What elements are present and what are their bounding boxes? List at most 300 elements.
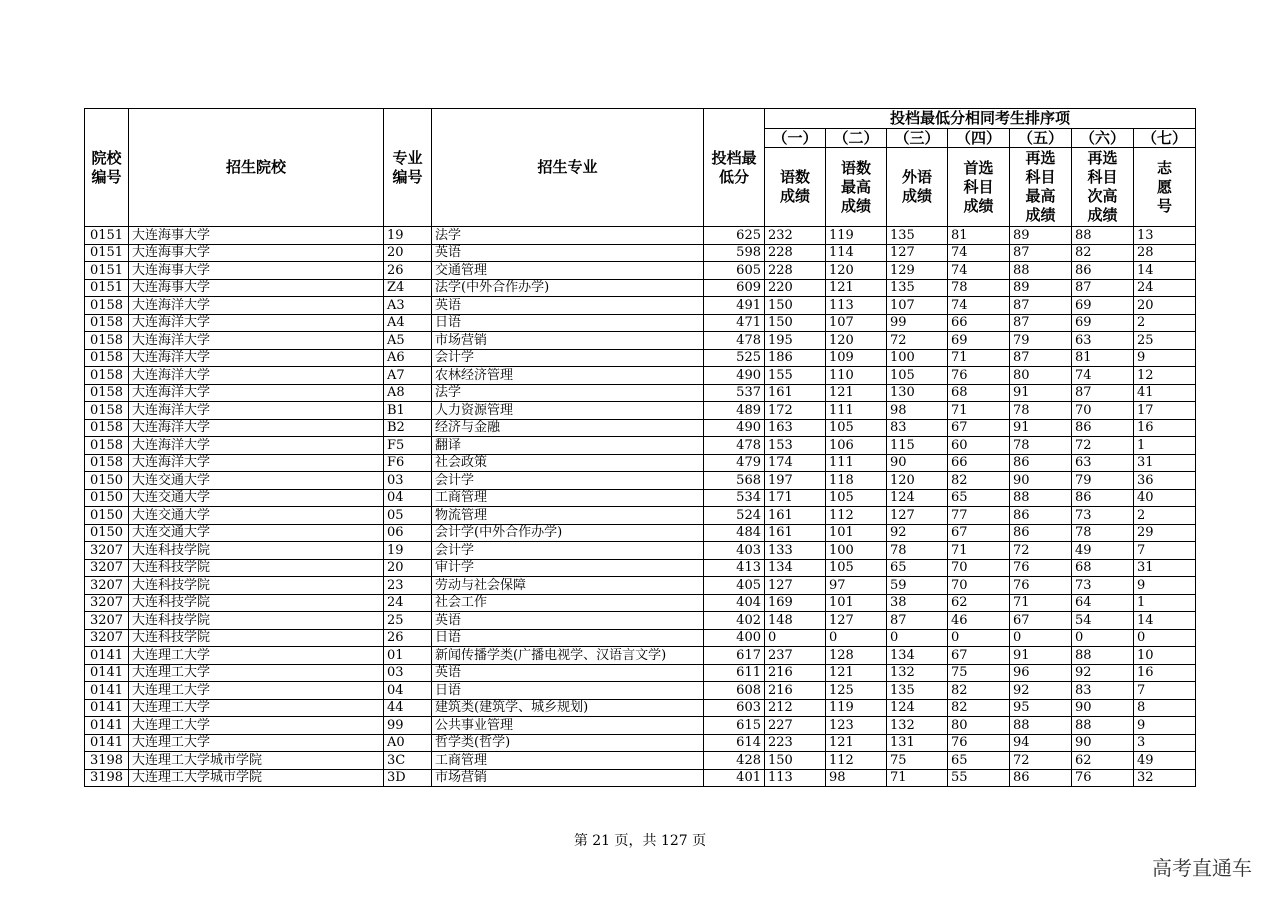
- cell-score-2: 128: [826, 647, 887, 665]
- table-row: [85, 664, 1196, 682]
- cell-major-name: 市场营销: [432, 332, 704, 350]
- cell-min-score: 568: [704, 472, 765, 490]
- cell-score-5: 72: [1010, 542, 1072, 560]
- cell-min-score: 490: [704, 419, 765, 437]
- cell-school-name: 大连理工大学城市学院: [129, 769, 384, 787]
- table-row: [85, 612, 1196, 630]
- cell-score-4: 78: [948, 279, 1010, 297]
- cell-min-score: 609: [704, 279, 765, 297]
- cell-score-4: 74: [948, 297, 1010, 315]
- cell-score-5: 78: [1010, 402, 1072, 420]
- cell-score-6: 86: [1072, 419, 1134, 437]
- header-order-item: 首选科目成绩: [948, 148, 1010, 227]
- cell-score-1: 169: [765, 594, 826, 612]
- cell-school-name: 大连理工大学: [129, 664, 384, 682]
- cell-score-7: 2: [1134, 507, 1196, 525]
- cell-score-3: 124: [887, 699, 948, 717]
- cell-score-4: 82: [948, 472, 1010, 490]
- cell-major-name: 会计学: [432, 472, 704, 490]
- cell-major-name: 劳动与社会保障: [432, 577, 704, 595]
- cell-major-code: 26: [384, 262, 432, 280]
- cell-score-2: 121: [826, 664, 887, 682]
- cell-score-3: 132: [887, 717, 948, 735]
- cell-score-2: 111: [826, 454, 887, 472]
- table-body: [85, 227, 1196, 787]
- cell-score-5: 86: [1010, 507, 1072, 525]
- cell-major-name: 市场营销: [432, 769, 704, 787]
- cell-score-2: 105: [826, 489, 887, 507]
- cell-score-6: 74: [1072, 367, 1134, 385]
- cell-major-name: 人力资源管理: [432, 402, 704, 420]
- cell-score-1: 0: [765, 629, 826, 647]
- cell-score-4: 62: [948, 594, 1010, 612]
- cell-school-name: 大连交通大学: [129, 489, 384, 507]
- cell-score-6: 90: [1072, 734, 1134, 752]
- cell-score-2: 120: [826, 262, 887, 280]
- cell-school-code: 3198: [85, 769, 129, 787]
- table-row: [85, 472, 1196, 490]
- cell-school-name: 大连科技学院: [129, 559, 384, 577]
- header-order-item: 再选科目次高成绩: [1072, 148, 1134, 227]
- cell-min-score: 413: [704, 559, 765, 577]
- cell-major-code: A0: [384, 734, 432, 752]
- cell-score-6: 87: [1072, 279, 1134, 297]
- cell-score-5: 94: [1010, 734, 1072, 752]
- cell-score-1: 174: [765, 454, 826, 472]
- cell-score-6: 73: [1072, 507, 1134, 525]
- cell-school-name: 大连理工大学: [129, 647, 384, 665]
- cell-min-score: 489: [704, 402, 765, 420]
- table-row: [85, 682, 1196, 700]
- cell-school-code: 0150: [85, 524, 129, 542]
- cell-major-code: 23: [384, 577, 432, 595]
- cell-school-code: 0158: [85, 314, 129, 332]
- cell-major-code: 04: [384, 489, 432, 507]
- cell-score-7: 0: [1134, 629, 1196, 647]
- cell-min-score: 525: [704, 349, 765, 367]
- cell-score-7: 16: [1134, 664, 1196, 682]
- cell-score-4: 67: [948, 419, 1010, 437]
- cell-score-7: 24: [1134, 279, 1196, 297]
- cell-school-name: 大连理工大学: [129, 682, 384, 700]
- cell-score-1: 161: [765, 384, 826, 402]
- cell-score-7: 14: [1134, 612, 1196, 630]
- cell-score-5: 0: [1010, 629, 1072, 647]
- cell-school-code: 3207: [85, 612, 129, 630]
- cell-min-score: 524: [704, 507, 765, 525]
- cell-score-2: 121: [826, 279, 887, 297]
- cell-score-6: 88: [1072, 647, 1134, 665]
- watermark-text: 高考直通车: [1152, 856, 1252, 880]
- header-order-num: （七）: [1134, 129, 1196, 148]
- cell-school-code: 0151: [85, 262, 129, 280]
- cell-score-2: 127: [826, 612, 887, 630]
- cell-score-4: 75: [948, 664, 1010, 682]
- cell-score-6: 49: [1072, 542, 1134, 560]
- cell-school-name: 大连海事大学: [129, 279, 384, 297]
- cell-score-2: 123: [826, 717, 887, 735]
- cell-school-name: 大连海洋大学: [129, 419, 384, 437]
- table-row: [85, 419, 1196, 437]
- cell-min-score: 404: [704, 594, 765, 612]
- cell-score-7: 28: [1134, 244, 1196, 262]
- cell-min-score: 615: [704, 717, 765, 735]
- cell-score-7: 29: [1134, 524, 1196, 542]
- cell-score-5: 88: [1010, 489, 1072, 507]
- cell-score-6: 63: [1072, 454, 1134, 472]
- cell-score-1: 228: [765, 244, 826, 262]
- table-row: [85, 699, 1196, 717]
- cell-major-name: 法学(中外合作办学): [432, 279, 704, 297]
- cell-major-name: 社会工作: [432, 594, 704, 612]
- header-order-num: （三）: [887, 129, 948, 148]
- cell-score-5: 96: [1010, 664, 1072, 682]
- table-row: [85, 402, 1196, 420]
- cell-score-5: 88: [1010, 717, 1072, 735]
- cell-score-6: 63: [1072, 332, 1134, 350]
- cell-min-score: 471: [704, 314, 765, 332]
- cell-score-7: 40: [1134, 489, 1196, 507]
- table-row: [85, 227, 1196, 245]
- cell-score-5: 78: [1010, 437, 1072, 455]
- admission-score-table: [84, 108, 1196, 787]
- cell-school-code: 0150: [85, 472, 129, 490]
- cell-score-1: 228: [765, 262, 826, 280]
- cell-score-5: 89: [1010, 227, 1072, 245]
- cell-major-code: A7: [384, 367, 432, 385]
- table-row: [85, 769, 1196, 787]
- cell-school-code: 3207: [85, 542, 129, 560]
- cell-score-2: 113: [826, 297, 887, 315]
- cell-score-5: 91: [1010, 419, 1072, 437]
- cell-score-7: 7: [1134, 542, 1196, 560]
- cell-score-5: 91: [1010, 384, 1072, 402]
- table-row: [85, 349, 1196, 367]
- table-row: [85, 279, 1196, 297]
- cell-score-4: 68: [948, 384, 1010, 402]
- cell-score-6: 88: [1072, 227, 1134, 245]
- cell-school-name: 大连海洋大学: [129, 332, 384, 350]
- header-major-name: 招生专业: [432, 109, 704, 227]
- cell-min-score: 491: [704, 297, 765, 315]
- cell-score-1: 216: [765, 664, 826, 682]
- cell-school-name: 大连海事大学: [129, 227, 384, 245]
- cell-school-code: 0158: [85, 332, 129, 350]
- cell-score-6: 79: [1072, 472, 1134, 490]
- cell-school-name: 大连海洋大学: [129, 367, 384, 385]
- table-row: [85, 629, 1196, 647]
- cell-score-6: 82: [1072, 244, 1134, 262]
- cell-school-code: 0150: [85, 489, 129, 507]
- cell-score-4: 46: [948, 612, 1010, 630]
- cell-score-7: 16: [1134, 419, 1196, 437]
- cell-school-code: 0158: [85, 349, 129, 367]
- cell-major-name: 工商管理: [432, 752, 704, 770]
- cell-score-5: 76: [1010, 577, 1072, 595]
- cell-score-4: 55: [948, 769, 1010, 787]
- cell-score-7: 41: [1134, 384, 1196, 402]
- cell-score-5: 67: [1010, 612, 1072, 630]
- cell-score-7: 9: [1134, 349, 1196, 367]
- cell-score-3: 127: [887, 244, 948, 262]
- cell-score-3: 132: [887, 664, 948, 682]
- cell-major-name: 英语: [432, 612, 704, 630]
- cell-score-3: 129: [887, 262, 948, 280]
- cell-school-name: 大连交通大学: [129, 524, 384, 542]
- cell-score-5: 92: [1010, 682, 1072, 700]
- cell-score-4: 60: [948, 437, 1010, 455]
- header-order-num: （二）: [826, 129, 887, 148]
- cell-score-3: 78: [887, 542, 948, 560]
- cell-score-4: 71: [948, 402, 1010, 420]
- cell-score-4: 77: [948, 507, 1010, 525]
- cell-min-score: 603: [704, 699, 765, 717]
- cell-school-code: 0141: [85, 664, 129, 682]
- cell-score-1: 150: [765, 752, 826, 770]
- table-row: [85, 454, 1196, 472]
- cell-score-1: 134: [765, 559, 826, 577]
- cell-school-code: 0158: [85, 384, 129, 402]
- cell-major-code: 01: [384, 647, 432, 665]
- cell-score-5: 87: [1010, 349, 1072, 367]
- cell-score-6: 87: [1072, 384, 1134, 402]
- cell-min-score: 611: [704, 664, 765, 682]
- cell-major-code: 26: [384, 629, 432, 647]
- cell-score-7: 8: [1134, 699, 1196, 717]
- cell-score-4: 67: [948, 647, 1010, 665]
- cell-major-name: 会计学(中外合作办学): [432, 524, 704, 542]
- header-order-item: 语数成绩: [765, 148, 826, 227]
- cell-major-code: 19: [384, 542, 432, 560]
- table-row: [85, 559, 1196, 577]
- cell-score-7: 31: [1134, 454, 1196, 472]
- cell-score-7: 49: [1134, 752, 1196, 770]
- cell-score-5: 86: [1010, 769, 1072, 787]
- cell-major-code: 20: [384, 559, 432, 577]
- cell-major-name: 农林经济管理: [432, 367, 704, 385]
- cell-score-7: 20: [1134, 297, 1196, 315]
- table-row: [85, 647, 1196, 665]
- cell-score-3: 90: [887, 454, 948, 472]
- cell-score-1: 113: [765, 769, 826, 787]
- cell-score-5: 87: [1010, 244, 1072, 262]
- cell-major-code: 06: [384, 524, 432, 542]
- cell-min-score: 401: [704, 769, 765, 787]
- header-school-name: 招生院校: [129, 109, 384, 227]
- cell-major-name: 经济与金融: [432, 419, 704, 437]
- cell-score-4: 0: [948, 629, 1010, 647]
- cell-major-code: 20: [384, 244, 432, 262]
- cell-score-7: 12: [1134, 367, 1196, 385]
- cell-school-name: 大连理工大学: [129, 734, 384, 752]
- cell-score-6: 69: [1072, 297, 1134, 315]
- cell-score-6: 81: [1072, 349, 1134, 367]
- table-header: [85, 109, 1196, 227]
- cell-major-code: Z4: [384, 279, 432, 297]
- cell-school-name: 大连海洋大学: [129, 297, 384, 315]
- cell-score-2: 97: [826, 577, 887, 595]
- cell-score-5: 72: [1010, 752, 1072, 770]
- cell-score-6: 54: [1072, 612, 1134, 630]
- cell-school-name: 大连海事大学: [129, 262, 384, 280]
- table-row: [85, 717, 1196, 735]
- cell-school-code: 0158: [85, 402, 129, 420]
- cell-min-score: 608: [704, 682, 765, 700]
- cell-score-4: 71: [948, 349, 1010, 367]
- cell-score-7: 7: [1134, 682, 1196, 700]
- cell-major-code: B2: [384, 419, 432, 437]
- cell-score-7: 2: [1134, 314, 1196, 332]
- cell-score-4: 76: [948, 367, 1010, 385]
- cell-score-2: 106: [826, 437, 887, 455]
- cell-score-1: 195: [765, 332, 826, 350]
- cell-major-name: 建筑类(建筑学、城乡规划): [432, 699, 704, 717]
- cell-score-2: 119: [826, 227, 887, 245]
- cell-score-4: 67: [948, 524, 1010, 542]
- cell-major-name: 新闻传播学类(广播电视学、汉语言文学): [432, 647, 704, 665]
- cell-score-2: 105: [826, 559, 887, 577]
- cell-score-6: 88: [1072, 717, 1134, 735]
- cell-score-5: 80: [1010, 367, 1072, 385]
- cell-score-2: 120: [826, 332, 887, 350]
- cell-school-code: 0158: [85, 367, 129, 385]
- cell-score-6: 72: [1072, 437, 1134, 455]
- cell-score-4: 74: [948, 244, 1010, 262]
- cell-score-5: 89: [1010, 279, 1072, 297]
- cell-major-name: 法学: [432, 227, 704, 245]
- cell-school-code: 0150: [85, 507, 129, 525]
- cell-school-code: 0141: [85, 734, 129, 752]
- cell-score-6: 86: [1072, 262, 1134, 280]
- cell-school-code: 3198: [85, 752, 129, 770]
- cell-score-1: 223: [765, 734, 826, 752]
- cell-score-3: 75: [887, 752, 948, 770]
- cell-score-6: 73: [1072, 577, 1134, 595]
- cell-score-7: 17: [1134, 402, 1196, 420]
- cell-major-code: A8: [384, 384, 432, 402]
- cell-score-4: 65: [948, 489, 1010, 507]
- table-row: [85, 297, 1196, 315]
- cell-score-5: 90: [1010, 472, 1072, 490]
- cell-score-1: 163: [765, 419, 826, 437]
- cell-score-2: 112: [826, 752, 887, 770]
- cell-school-code: 0141: [85, 699, 129, 717]
- cell-score-2: 110: [826, 367, 887, 385]
- page-number: 第 21 页，共 127 页: [573, 833, 707, 849]
- table-row: [85, 542, 1196, 560]
- cell-score-1: 148: [765, 612, 826, 630]
- cell-score-3: 127: [887, 507, 948, 525]
- cell-score-4: 74: [948, 262, 1010, 280]
- cell-school-code: 0158: [85, 419, 129, 437]
- cell-score-2: 121: [826, 384, 887, 402]
- cell-min-score: 484: [704, 524, 765, 542]
- cell-school-name: 大连科技学院: [129, 594, 384, 612]
- cell-school-name: 大连海事大学: [129, 244, 384, 262]
- cell-school-name: 大连理工大学: [129, 717, 384, 735]
- cell-score-3: 107: [887, 297, 948, 315]
- cell-major-name: 工商管理: [432, 489, 704, 507]
- cell-major-name: 英语: [432, 244, 704, 262]
- header-order-num: （五）: [1010, 129, 1072, 148]
- cell-score-6: 69: [1072, 314, 1134, 332]
- table-row: [85, 332, 1196, 350]
- cell-score-6: 76: [1072, 769, 1134, 787]
- cell-major-name: 翻译: [432, 437, 704, 455]
- cell-score-2: 119: [826, 699, 887, 717]
- cell-school-name: 大连海洋大学: [129, 454, 384, 472]
- cell-score-1: 161: [765, 524, 826, 542]
- cell-score-7: 10: [1134, 647, 1196, 665]
- cell-min-score: 479: [704, 454, 765, 472]
- table-row: [85, 577, 1196, 595]
- cell-min-score: 478: [704, 332, 765, 350]
- cell-min-score: 534: [704, 489, 765, 507]
- table-row: [85, 244, 1196, 262]
- cell-major-code: 3C: [384, 752, 432, 770]
- cell-school-code: 0141: [85, 647, 129, 665]
- cell-score-2: 111: [826, 402, 887, 420]
- cell-school-name: 大连海洋大学: [129, 349, 384, 367]
- cell-score-3: 135: [887, 279, 948, 297]
- cell-score-5: 79: [1010, 332, 1072, 350]
- cell-major-code: 25: [384, 612, 432, 630]
- cell-school-name: 大连海洋大学: [129, 314, 384, 332]
- header-order-num: （四）: [948, 129, 1010, 148]
- cell-score-6: 92: [1072, 664, 1134, 682]
- cell-score-2: 118: [826, 472, 887, 490]
- cell-school-name: 大连科技学院: [129, 577, 384, 595]
- cell-min-score: 625: [704, 227, 765, 245]
- cell-score-2: 125: [826, 682, 887, 700]
- cell-min-score: 614: [704, 734, 765, 752]
- cell-score-1: 186: [765, 349, 826, 367]
- table-row: [85, 752, 1196, 770]
- header-school-code: 院校编号: [85, 109, 129, 227]
- cell-score-7: 31: [1134, 559, 1196, 577]
- table-row: [85, 594, 1196, 612]
- cell-score-7: 36: [1134, 472, 1196, 490]
- cell-major-code: 05: [384, 507, 432, 525]
- cell-min-score: 428: [704, 752, 765, 770]
- cell-score-3: 124: [887, 489, 948, 507]
- cell-min-score: 537: [704, 384, 765, 402]
- cell-score-5: 71: [1010, 594, 1072, 612]
- header-min-score: 投档最低分: [704, 109, 765, 227]
- cell-score-6: 62: [1072, 752, 1134, 770]
- cell-major-code: F6: [384, 454, 432, 472]
- cell-score-5: 88: [1010, 262, 1072, 280]
- cell-score-6: 70: [1072, 402, 1134, 420]
- cell-score-2: 109: [826, 349, 887, 367]
- cell-score-4: 76: [948, 734, 1010, 752]
- table-row: [85, 384, 1196, 402]
- cell-major-name: 法学: [432, 384, 704, 402]
- cell-min-score: 617: [704, 647, 765, 665]
- cell-score-4: 82: [948, 699, 1010, 717]
- cell-score-6: 90: [1072, 699, 1134, 717]
- table-row: [85, 262, 1196, 280]
- cell-major-name: 日语: [432, 629, 704, 647]
- cell-score-7: 25: [1134, 332, 1196, 350]
- cell-score-4: 70: [948, 559, 1010, 577]
- cell-major-code: F5: [384, 437, 432, 455]
- cell-score-7: 9: [1134, 577, 1196, 595]
- cell-score-5: 91: [1010, 647, 1072, 665]
- cell-score-1: 133: [765, 542, 826, 560]
- cell-major-code: 03: [384, 472, 432, 490]
- cell-score-2: 0: [826, 629, 887, 647]
